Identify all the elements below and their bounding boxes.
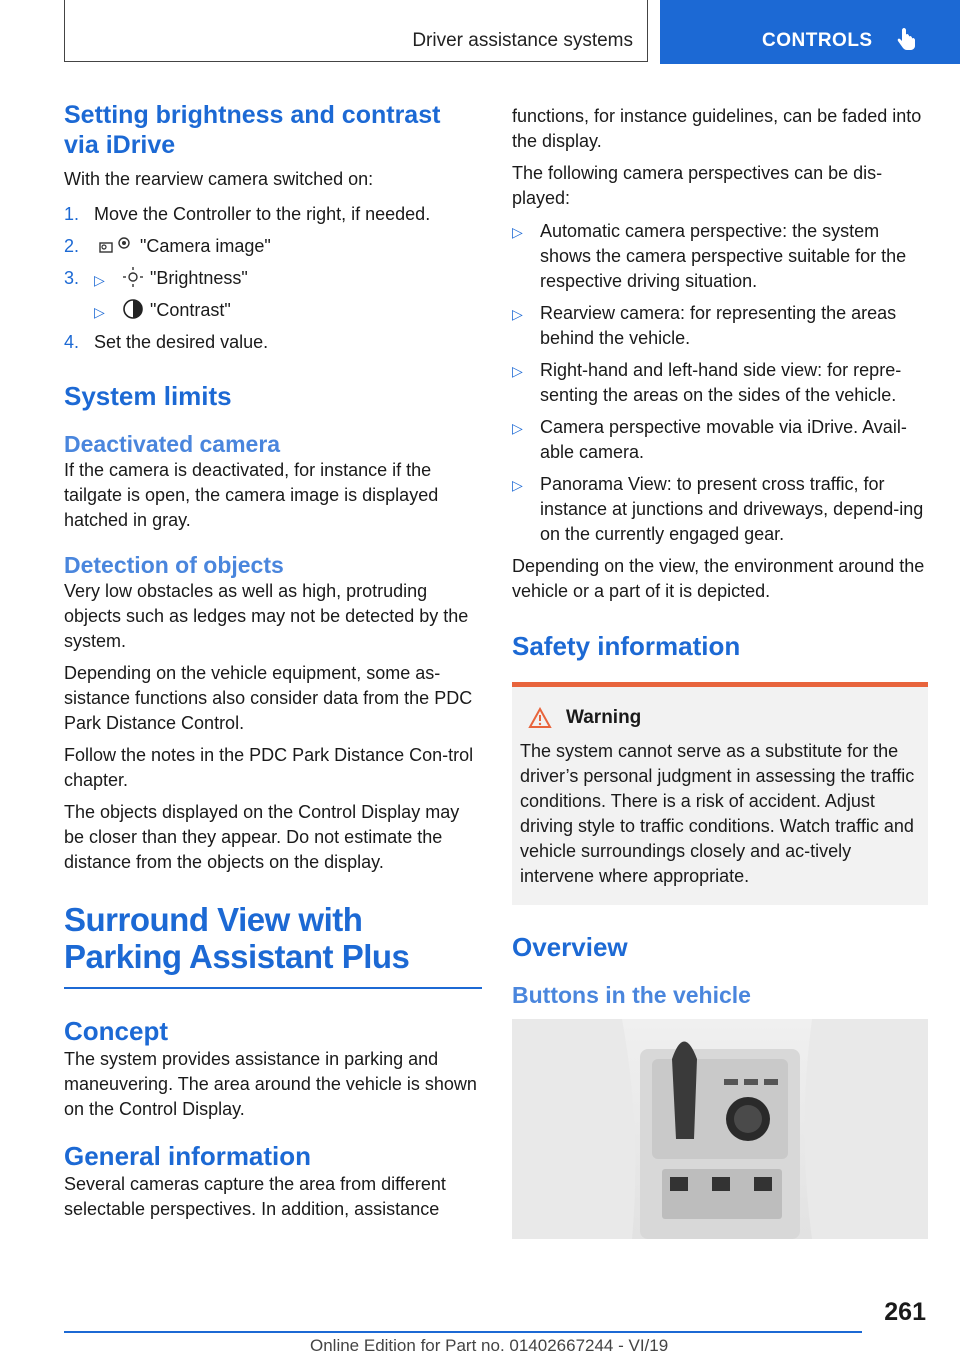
step-3-sub: ▷ "Contrast" xyxy=(94,300,231,320)
detection-p2: Depending on the vehicle equipment, some as-sistance functions also consider data from the PDC Park Distance Control. xyxy=(64,663,473,733)
brightness-heading: Setting brightness and contrast via iDrive xyxy=(64,101,441,159)
footer-edition: Online Edition for Part no. 01402667244 - VI/19 xyxy=(310,1336,669,1355)
detection-p3: Follow the notes in the PDC Park Distance Con-trol chapter. xyxy=(64,745,474,790)
general-heading: General information xyxy=(64,1141,312,1171)
page-number: 261 xyxy=(884,1298,926,1326)
brightness-intro: With the rearview camera switched on: xyxy=(64,169,374,189)
console-illustration xyxy=(512,1019,928,1239)
detection-p1: Very low obstacles as well as high, protruding objects such as ledges may not be detected by the system. xyxy=(64,581,469,651)
warning-header xyxy=(520,707,922,729)
chapter-tab[interactable] xyxy=(660,0,960,64)
continued-text: functions, for instance guidelines, can be faded into the display. xyxy=(512,106,922,151)
center-console-image xyxy=(512,1019,928,1239)
warning-title: Warning xyxy=(566,707,642,728)
detection-p4: The objects displayed on the Control Display may be closer than they appear. Do not estimate the distance from the objects on the display. xyxy=(64,802,460,872)
contrast-icon xyxy=(122,298,144,320)
surround-heading: Surround View with Parking Assistant Plus xyxy=(64,901,410,975)
safety-heading: Safety information xyxy=(512,631,741,661)
view-text: Depending on the view, the environment around the vehicle or a part of it is depicted. xyxy=(512,556,925,601)
chapter-label: CONTROLS xyxy=(762,30,873,51)
right-column xyxy=(512,104,928,1239)
list-item: ▷ Right-hand and left-hand side view: for repre-senting the areas on the sides of the vehicle. xyxy=(512,360,902,405)
brightness-sun-icon xyxy=(122,266,144,288)
step-2: 2. "Camera image" xyxy=(64,236,271,256)
camera-settings-icon xyxy=(98,234,134,256)
concept-text: The system provides assistance in parking and maneuvering. The area around the vehicle is shown on the Control Display. xyxy=(64,1049,477,1119)
detection-heading: Detection of objects xyxy=(64,552,284,578)
list-item: ▷ Automatic camera perspective: the system shows the camera perspective suitable for the respective driving situation. xyxy=(512,221,907,291)
buttons-heading: Buttons in the vehicle xyxy=(512,982,751,1008)
step-4: 4. Set the desired value. xyxy=(64,332,269,352)
warning-box xyxy=(512,682,928,905)
overview-heading: Overview xyxy=(512,932,628,962)
warning-text: The system cannot serve as a substitute for the driver’s personal judgment in assessing the traffic conditions. There is a risk of accident. Adjust driving style to traffic conditions. Watch traffic and vehicle surroundings closely and ac-tively intervene where appropriate. xyxy=(520,741,915,886)
perspectives-list xyxy=(512,219,928,547)
deactivated-heading: Deactivated camera xyxy=(64,431,281,457)
list-item: ▷ Panorama View: to present cross traffic, for instance at junctions and driveways, depend-ing on the currently engaged gear. xyxy=(512,474,924,544)
limits-heading: System limits xyxy=(64,381,232,411)
concept-heading: Concept xyxy=(64,1016,168,1046)
perspectives-intro: The following camera perspectives can be dis-played: xyxy=(512,163,883,208)
warning-triangle-icon xyxy=(528,707,552,729)
list-item: ▷ Rearview camera: for representing the areas behind the vehicle. xyxy=(512,303,897,348)
step-3: 3. ▷ "Brightness" xyxy=(64,268,248,288)
hand-pointer-icon xyxy=(894,28,918,52)
footer-rule xyxy=(64,1331,862,1333)
left-column xyxy=(64,100,482,1222)
section-title: Driver assistance systems xyxy=(412,30,633,51)
list-item: ▷ Camera perspective movable via iDrive. Avail-able camera. xyxy=(512,417,907,462)
general-text: Several cameras capture the area from different selectable perspectives. In addition, assistance xyxy=(64,1174,446,1219)
section-box xyxy=(64,0,648,62)
deactivated-text: If the camera is deactivated, for instance if the tailgate is open, the camera image is displayed hatched in gray. xyxy=(64,460,439,530)
steps-list xyxy=(64,202,482,355)
step-1: 1. Move the Controller to the right, if needed. xyxy=(64,204,431,224)
page-header xyxy=(64,0,960,64)
